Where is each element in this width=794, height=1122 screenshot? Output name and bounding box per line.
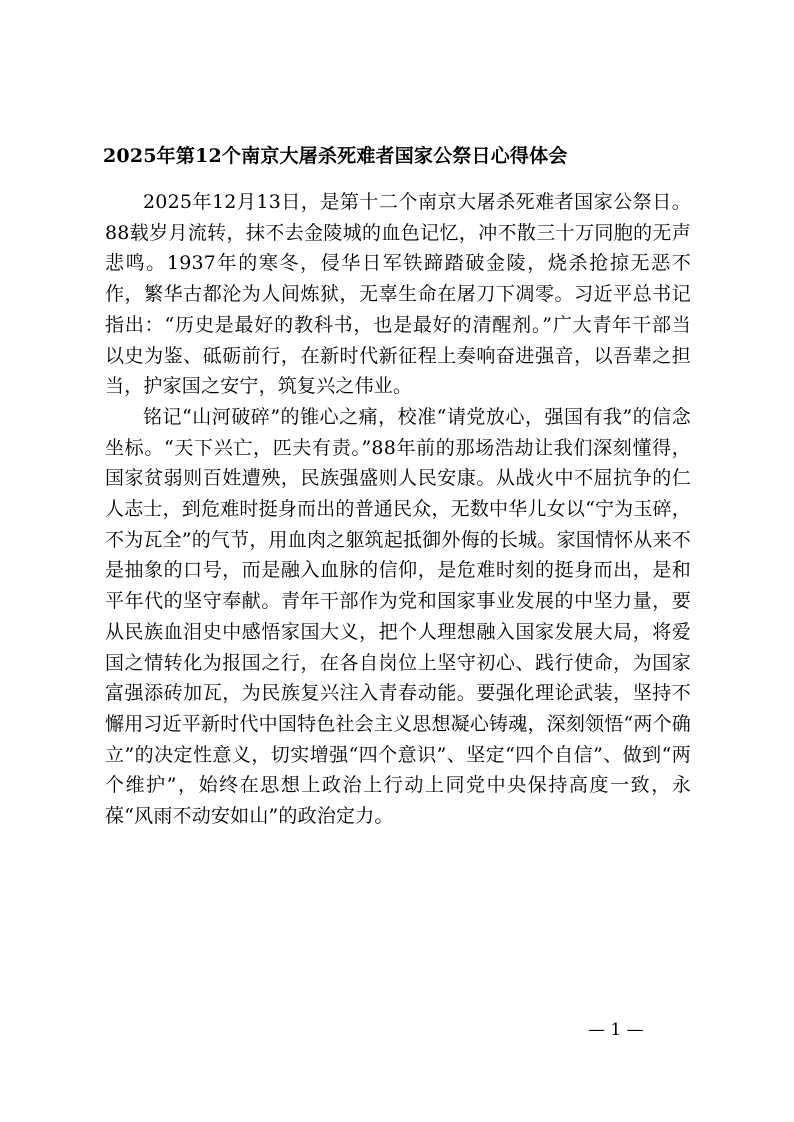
paragraph-2: 铭记“山河破碎”的锥心之痛，校准“请党放心，强国有我”的信念坐标。“天下兴亡，匹夫有责。”88年前的那场浩劫让我们深刻懂得，国家贫弱则百姓遭殃，民族强盛则人民安康。从战火中不屈抗争的仁人志士，到危难时挺身而出的普通民众，无数中华儿女以“宁为玉碎，不为瓦全”的气节，用血肉之躯筑起抵御外侮的长城。家国情怀从来不是抽象的口号，而是融入血脉的信仰，是危难时刻的挺身而出，是和平年代的坚守奉献。青年干部作为党和国家事业发展的中坚力量，要从民族血泪史中感悟家国大义，把个人理想融入国家发展大局，将爱国之情转化为报国之行，在各自岗位上坚守初心、践行使命，为国家富强添砖加瓦，为民族复兴注入青春动能。要强化理论武装，坚持不懈用习近平新时代中国特色社会主义思想凝心铸魂，深刻领悟“两个确立”的决定性意义，切实增强“四个意识”、坚定“四个自信”、做到“两个维护”，始终在思想上政治上行动上同党中央保持高度一致，永葆“风雨不动安如山”的政治定力。 [105, 405, 691, 828]
document-title: 2025年第12个南京大屠杀死难者国家公祭日心得体会 [103, 145, 568, 167]
page-number: — 1 — [588, 1020, 644, 1040]
document-body [105, 187, 691, 832]
paragraph-1: 2025年12月13日，是第十二个南京大屠杀死难者国家公祭日。88载岁月流转，抹不去金陵城的血色记忆，冲不散三十万同胞的无声悲鸣。1937年的寒冬，侵华日军铁蹄踏破金陵，烧杀抢掠无恶不作，繁华古都沦为人间炼狱，无辜生命在屠刀下凋零。习近平总书记指出：“历史是最好的教科书，也是最好的清醒剂。”广大青年干部当以史为鉴、砥砺前行，在新时代新征程上奏响奋进强音，以吾辈之担当，护家国之安宁，筑复兴之伟业。 [105, 191, 691, 398]
